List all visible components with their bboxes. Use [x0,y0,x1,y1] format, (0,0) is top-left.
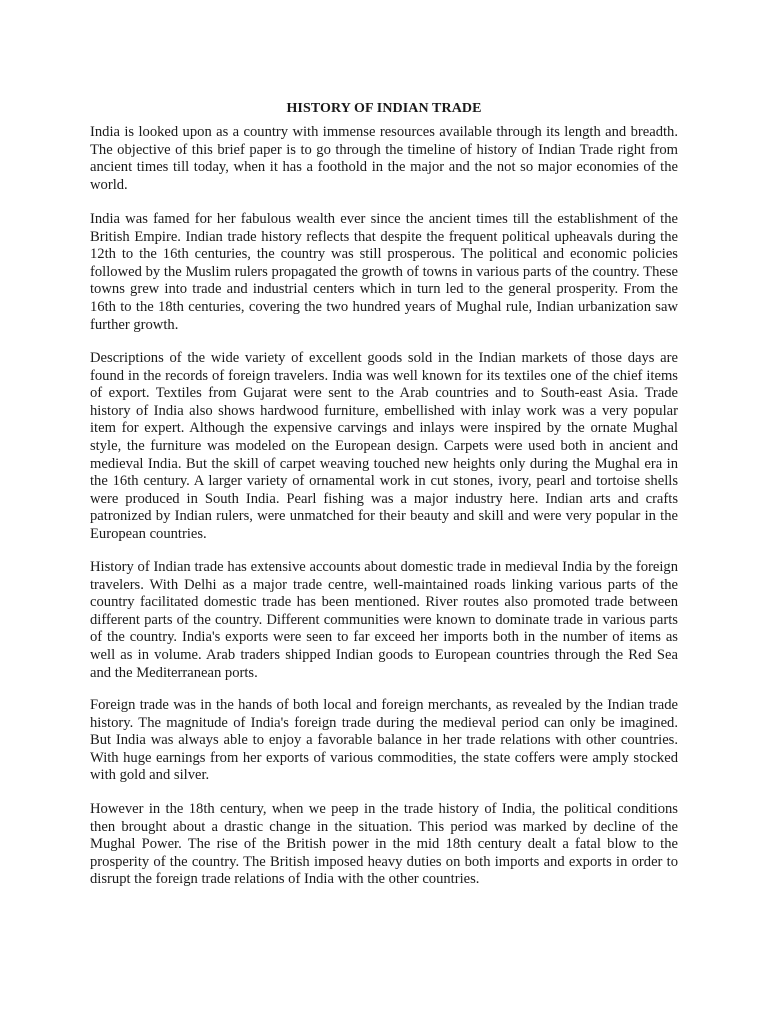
paragraph-introduction: India is looked upon as a country with immense resources available through its length and breadth. The objective of this brief paper is to go through the timeline of history of Indian Trade right from ancient times till today, when it has a foothold in the major and the not so major economies of the world. [90,124,678,193]
paragraph-goods: Descriptions of the wide variety of excellent goods sold in the Indian markets of those days are found in the records of foreign travelers. India was well known for its textiles one of the chief items of export. Textiles from Gujarat were sent to the Arab countries and to South-east Asia. Trade history of India also shows hardwood furniture, embellished with inlay work was a very popular item for expert. Although the expensive carvings and inlays were inspired by the ornate Mughal style, the furniture was modeled on the European design. Carpets were used both in ancient and medieval India. But the skill of carpet weaving touched new heights only during the Mughal era in the 16th century. A larger variety of ornamental work in cut stones, ivory, pearl and tortoise shells were produced in South India. Pearl fishing was a major industry here. Indian arts and crafts patronized by Indian rulers, were unmatched for their beauty and skill and were very popular in the European countries. [90,350,678,542]
paragraph-foreign-trade: Foreign trade was in the hands of both local and foreign merchants, as revealed by the Indian trade history. The magnitude of India's foreign trade during the medieval period can only be imagined. But India was always able to enjoy a favorable balance in her trade relations with other countries. With huge earnings from her exports of various commodities, the state coffers were amply stocked with gold and silver. [90,697,678,784]
document-title: HISTORY OF INDIAN TRADE [286,101,482,117]
paragraph-wealth: India was famed for her fabulous wealth ever since the ancient times till the establishment of the British Empire. Indian trade history reflects that despite the frequent political upheavals during the 12th to the 16th centuries, the country was still prosperous. The political and economic policies followed by the Muslim rulers propagated the growth of towns in various parts of the country. These towns grew into trade and industrial centers which in turn led to the general prosperity. From the 16th to the 18th centuries, covering the two hundred years of Mughal rule, Indian urbanization saw further growth. [90,211,678,333]
paragraph-domestic-trade: History of Indian trade has extensive accounts about domestic trade in medieval India by the foreign travelers. With Delhi as a major trade centre, well-maintained roads linking various parts of the country facilitated domestic trade has been mentioned. River routes also promoted trade between different parts of the country. Different communities were known to dominate trade in various parts of the country. India's exports were seen to far exceed her imports both in the number of items as well as in volume. Arab traders shipped Indian goods to European countries through the Red Sea and the Mediterranean ports. [90,559,678,681]
paragraph-decline: However in the 18th century, when we peep in the trade history of India, the political conditions then brought about a drastic change in the situation. This period was marked by decline of the Mughal Power. The rise of the British power in the mid 18th century dealt a fatal blow to the prosperity of the country. The British imposed heavy duties on both imports and exports in order to disrupt the foreign trade relations of India with the other countries. [90,801,678,888]
